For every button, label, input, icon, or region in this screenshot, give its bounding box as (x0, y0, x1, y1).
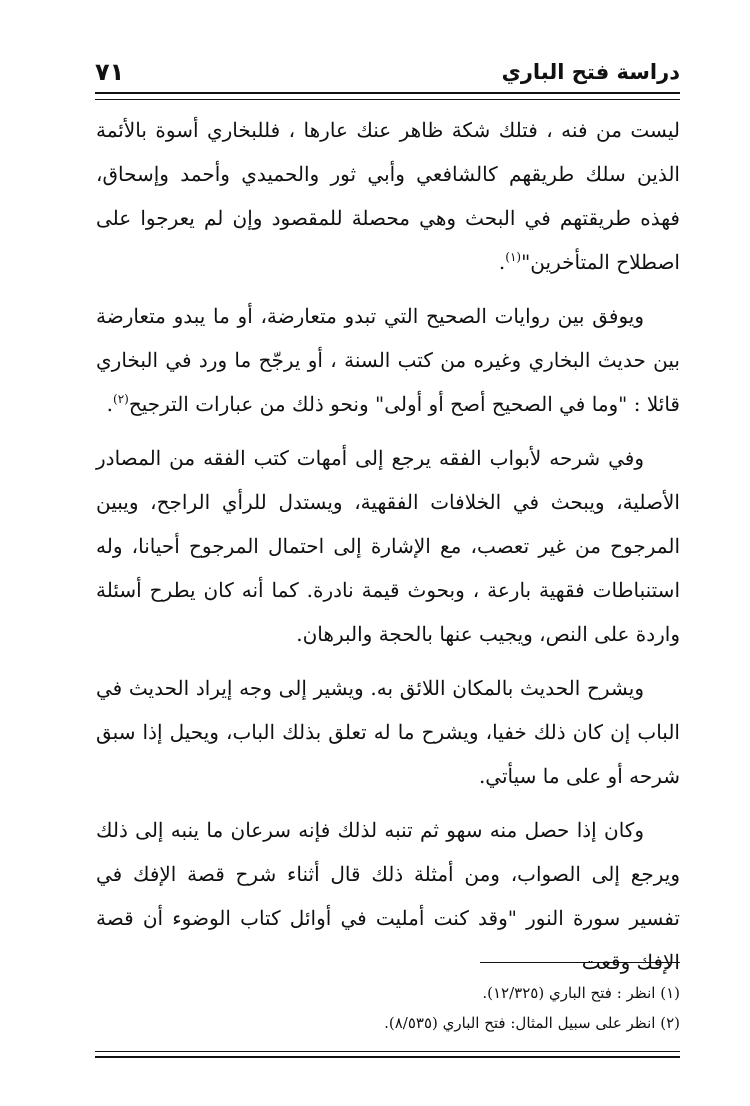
footnote-ref-2: (٢) (113, 392, 129, 406)
footer-rule (95, 1051, 680, 1058)
paragraph-3: وفي شرحه لأبواب الفقه يرجع إلى أمهات كتب الفقه من المصادر الأصلية، ويبحث في الخلافات الفقهية، ويستدل للرأي الراجح، ويبين المرجوح من غير تعصب، مع الإشارة إلى احتمال المرجوح أحيانا، وله استنباطات فقهية بارعة ، وبحوث قيمة نادرة. كما أنه كان يطرح أسئلة واردة على النص، ويجيب عنها بالحجة والبرهان. (96, 446, 680, 646)
running-title: دراسة فتح الباري (501, 60, 680, 84)
footnote-2: (٢) انظر على سبيل المثال: فتح الباري (٨/٥٣٥). (384, 1014, 680, 1032)
footnotes (96, 978, 680, 1038)
main-text (96, 108, 680, 994)
paragraph-4: ويشرح الحديث بالمكان اللائق به. ويشير إلى وجه إيراد الحديث في الباب إن كان ذلك خفيا، ويشرح ما له تعلق بذلك الباب، ويحيل إذا سبق شرحه أو على ما سيأتي. (96, 676, 680, 788)
paragraph-2-text: ويوفق بين روايات الصحيح التي تبدو متعارضة، أو ما يبدو متعارضة بين حديث البخاري وغيره من كتب السنة ، أو يرجّح ما ورد في البخاري قائلا : "وما في الصحيح أصح أو أولى" ونحو ذلك من عبارات الترجيح (96, 304, 680, 416)
footnote-1: (١) انظر : فتح الباري (١٢/٣٢٥). (482, 984, 680, 1002)
paragraph-1-text: ليست من فنه ، فتلك شكة ظاهر عنك عارها ، فللبخاري أسوة بالأئمة الذين سلك طريقهم كالشافعي وأبي ثور والحميدي وأحمد وإسحاق، فهذه طريقتهم في البحث وهي محصلة للمقصود وإن لم يعرجوا على اصطلاح المتأخرين" (96, 118, 680, 274)
header-rule (95, 92, 680, 100)
paragraph-5: وكان إذا حصل منه سهو ثم تنبه لذلك فإنه سرعان ما ينبه إلى ذلك ويرجع إلى الصواب، ومن أمثلة ذلك قال أثناء شرح قصة الإفك في تفسير سورة النور "وقد كنت أمليت في أوائل كتاب الوضوء أن قصة الإفك وقعت (96, 818, 680, 974)
paragraph-1 (96, 108, 680, 284)
paragraph-2 (96, 294, 680, 426)
page-number: ٧١ (95, 58, 125, 86)
page-header (95, 56, 680, 96)
paragraph-2-end: . (106, 392, 113, 416)
paragraph-1-end: . (498, 250, 506, 274)
footnote-ref-1: (١) (505, 250, 522, 264)
footnote-separator (480, 962, 680, 963)
